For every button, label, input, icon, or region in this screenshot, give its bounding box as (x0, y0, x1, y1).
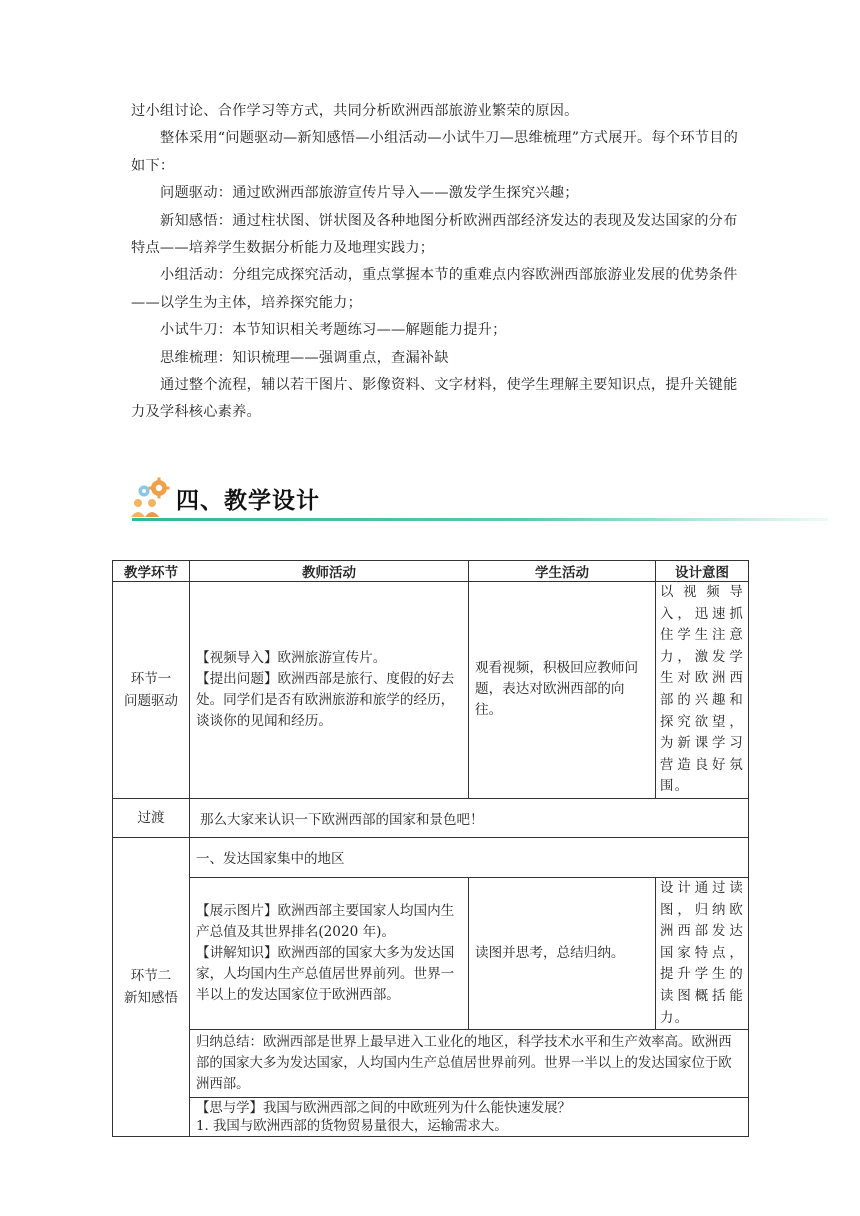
header-teacher: 教师活动 (190, 561, 469, 582)
paragraph: 小试牛刀：本节知识相关考题练习——解题能力提升； (160, 322, 507, 339)
transition-text: 那么大家来认识一下欧洲西部的国家和景色吧！ (190, 798, 749, 837)
gear-people-icon (128, 476, 172, 520)
paragraph: 新知感悟：通过柱状图、饼状图及各种地图分析欧洲西部经济发达的表现及发达国家的分布特点——培养学生数据分析能力及地理实践力； (131, 212, 738, 257)
student-activity: 观看视频，积极回应教师问题，表达对欧洲西部的向往。 (469, 582, 656, 799)
design-intent: 设计通过读图，归纳欧洲西部发达国家特点，提升学生的读图概括能力。 (656, 877, 749, 1029)
table-row (113, 877, 749, 1029)
teaching-design-table (112, 560, 749, 1137)
section-title: 四、教学设计 (176, 488, 320, 514)
paragraph: 整体采用“问题驱动—新知感悟—小组活动—小试牛刀—思维梳理”方式展开。每个环节目的如下： (131, 130, 739, 174)
student-activity: 读图并思考，总结归纳。 (469, 877, 656, 1029)
paragraph: 过小组讨论、合作学习等方式，共同分析欧洲西部旅游业繁荣的原因。 (131, 103, 579, 119)
think-and-learn: 【思与学】我国与欧洲西部之间的中欧班列为什么能快速发展？ 1. 我国与欧洲西部的货物贸易量很大，运输需求大。 (190, 1098, 749, 1137)
paragraph: 思维梳理：知识梳理——强调重点，查漏补缺 (160, 349, 449, 366)
design-intent: 以视频导入，迅速抓住学生注意力，激发学生对欧洲西部的兴趣和探究欲望，为新课学习营造良好氛围。 (656, 582, 749, 799)
table-row (113, 582, 749, 799)
teacher-activity: 【视频导入】欧洲旅游宣传片。 【提出问题】欧洲西部是旅行、度假的好去处。同学们是否有欧洲旅游和旅学的经历，谈谈你的见闻和经历。 (190, 582, 469, 799)
teacher-activity: 【展示图片】欧洲西部主要国家人均国内生产总值及其世界排名(2020 年)。 【讲解知识】欧洲西部的国家大多为发达国家，人均国内生产总值居世界前列。世界一半以上的发达国家位于欧洲西部。 (190, 877, 469, 1029)
header-student: 学生活动 (469, 561, 656, 582)
header-intent: 设计意图 (656, 561, 749, 582)
table-row (113, 837, 749, 877)
stage-cell: 环节二 新知感悟 (113, 837, 190, 1136)
stage-cell: 环节一 问题驱动 (113, 582, 190, 799)
paragraph: 通过整个流程，辅以若干图片、影像资料、文字材料，使学生理解主要知识点，提升关键能力及学科核心素养。 (131, 377, 738, 421)
stage-cell: 过渡 (113, 798, 190, 837)
body-text (131, 98, 741, 427)
paragraph: 小组活动：分组完成探究活动，重点掌握本节的重难点内容欧洲西部旅游业发展的优势条件——以学生为主体，培养探究能力； (131, 267, 738, 311)
table-header-row (113, 561, 749, 582)
heading-underline (132, 518, 828, 521)
table-row (113, 1030, 749, 1098)
paragraph: 问题驱动：通过欧洲西部旅游宣传片导入——激发学生探究兴趣； (160, 185, 579, 202)
subheading: 一、发达国家集中的地区 (190, 837, 749, 877)
section-heading (128, 474, 828, 522)
summary-text: 归纳总结：欧洲西部是世界上最早进入工业化的地区，科学技术水平和生产效率高。欧洲西部的国家大多为发达国家，人均国内生产总值居世界前列。世界一半以上的发达国家位于欧洲西部。 (190, 1030, 749, 1098)
table-row (113, 1098, 749, 1137)
header-stage: 教学环节 (113, 561, 190, 582)
table-row (113, 798, 749, 837)
